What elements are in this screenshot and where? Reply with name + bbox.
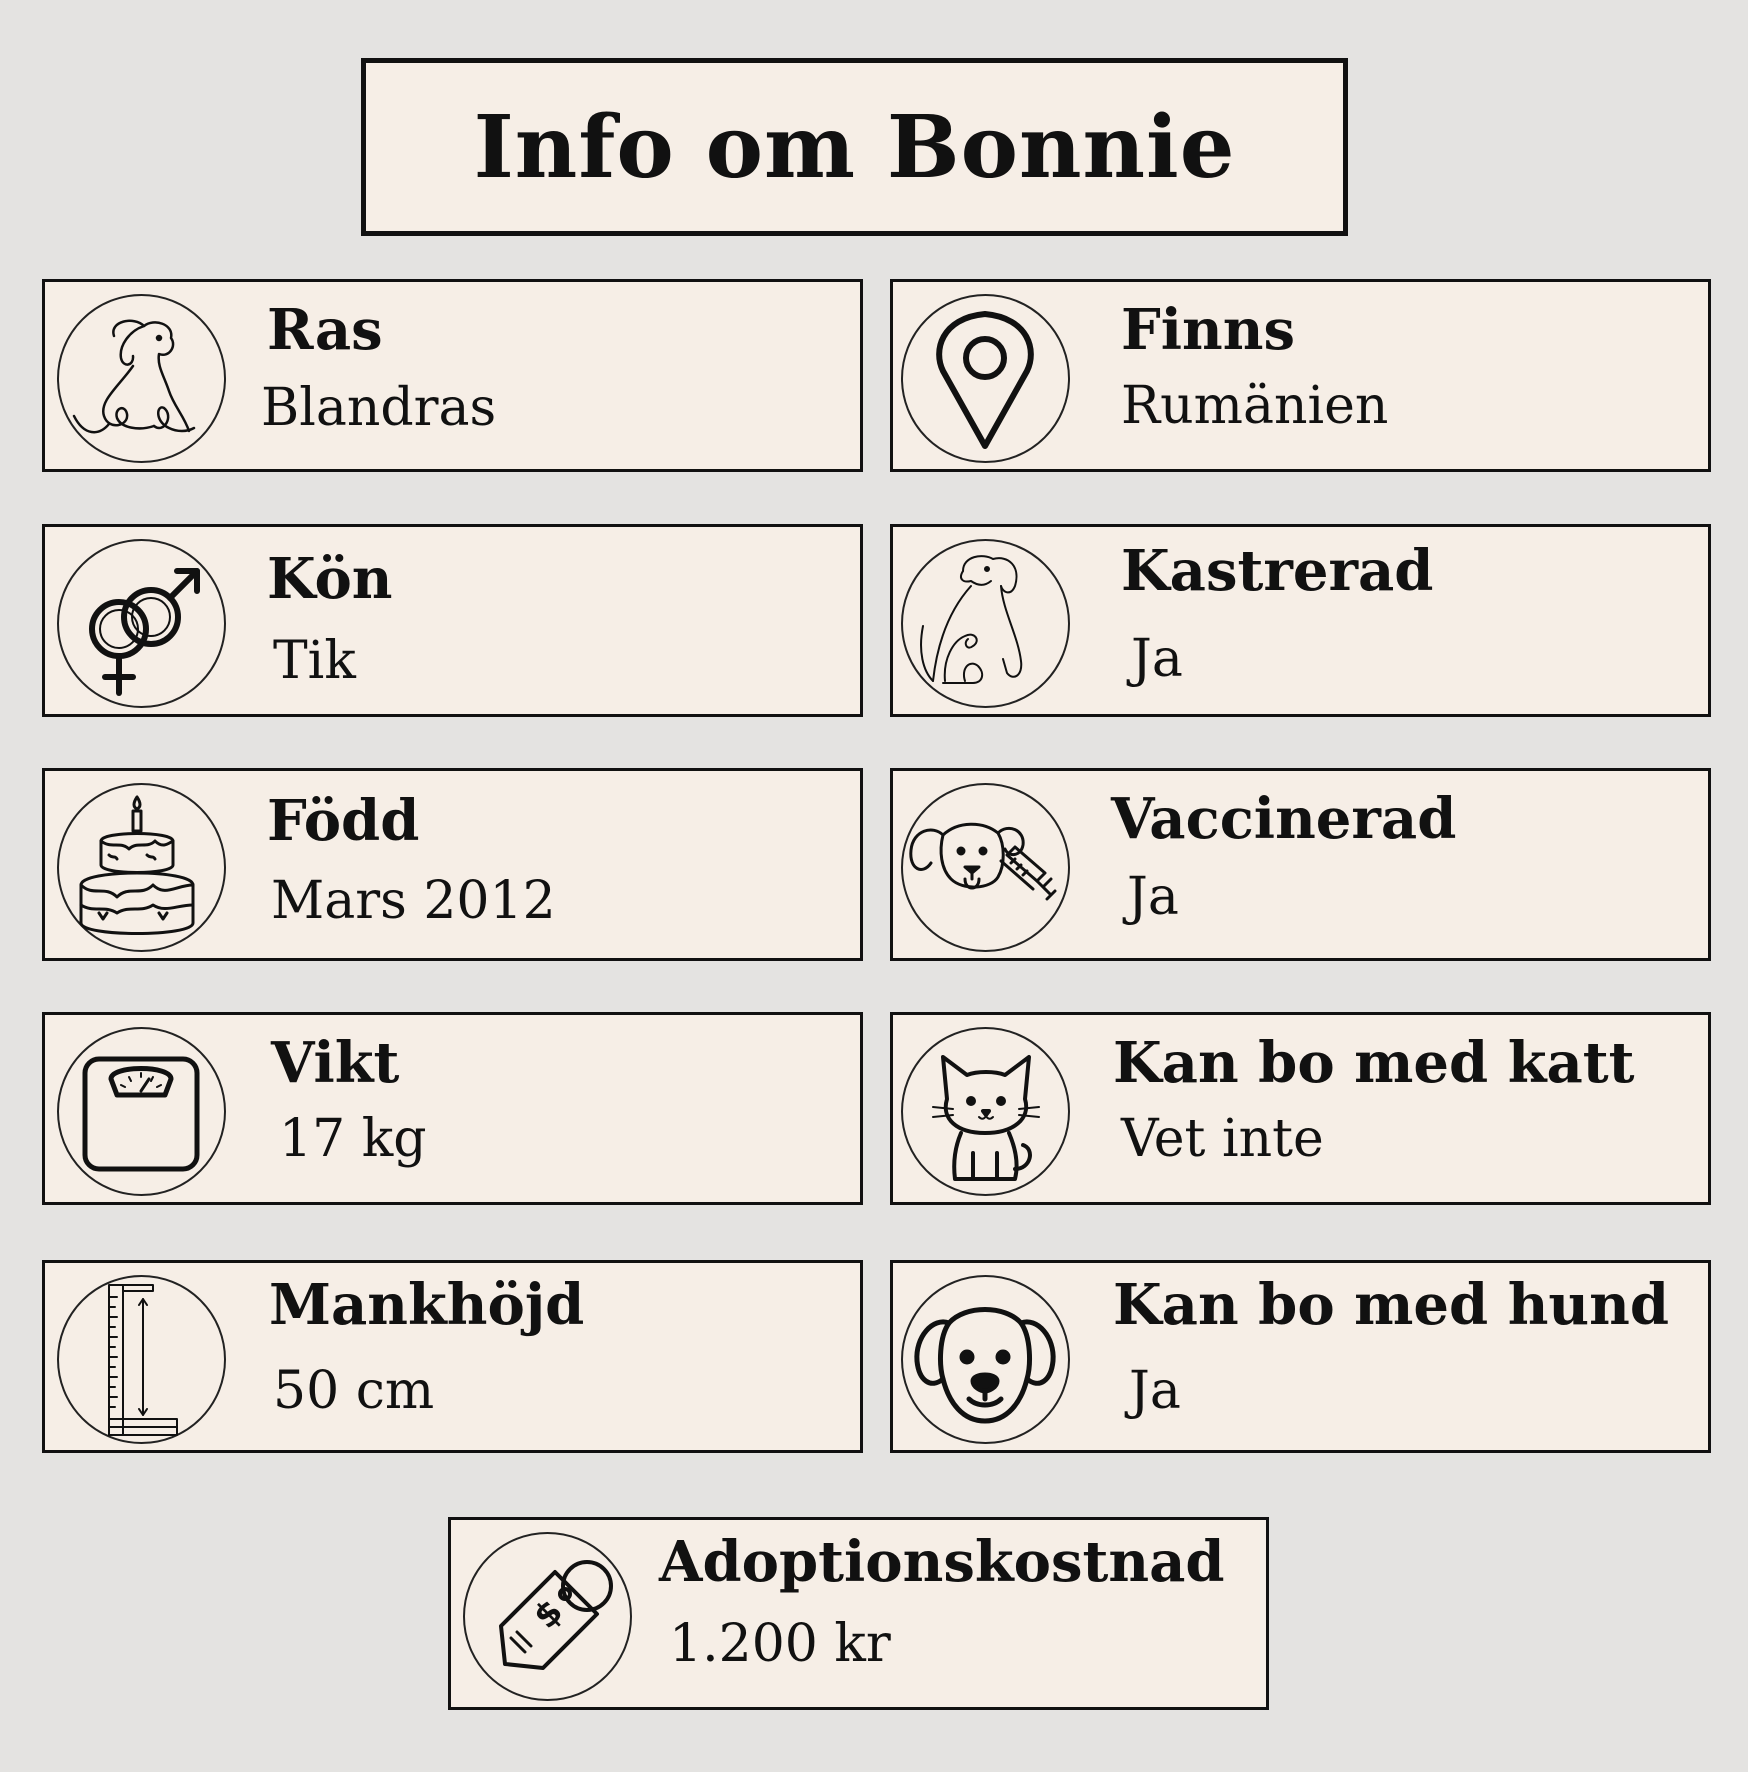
- info-card-hund: [890, 1260, 1711, 1453]
- vaccinerad-value: Ja: [1127, 867, 1179, 927]
- cat-icon: [901, 1027, 1070, 1196]
- fodd-label: Född: [267, 788, 420, 854]
- info-card-kastrerad: [890, 524, 1711, 717]
- dog-syringe-icon: [901, 783, 1070, 952]
- kon-label: Kön: [267, 546, 393, 612]
- info-card-katt: [890, 1012, 1711, 1205]
- kostnad-value: 1.200 kr: [669, 1614, 891, 1674]
- gender-symbols-icon: [57, 539, 226, 708]
- info-card-vikt: [42, 1012, 863, 1205]
- info-card-kon: [42, 524, 863, 717]
- price-tag-icon: [463, 1532, 632, 1701]
- info-card-kostnad: [448, 1517, 1269, 1710]
- info-card-mankhojd: [42, 1260, 863, 1453]
- katt-label: Kan bo med katt: [1113, 1030, 1635, 1096]
- mankhojd-label: Mankhöjd: [269, 1272, 585, 1338]
- finns-label: Finns: [1121, 297, 1295, 363]
- vaccinerad-label: Vaccinerad: [1111, 786, 1457, 852]
- page-title: Info om Bonnie: [473, 96, 1236, 198]
- weight-scale-icon: [57, 1027, 226, 1196]
- info-card-finns: [890, 279, 1711, 472]
- kastrerad-value: Ja: [1131, 629, 1183, 689]
- location-pin-icon: [901, 294, 1070, 463]
- mankhojd-value: 50 cm: [273, 1361, 435, 1421]
- dog-face-icon: [901, 1275, 1070, 1444]
- info-card-fodd: [42, 768, 863, 961]
- sitting-dog-icon: [901, 539, 1070, 708]
- birthday-cake-icon: [57, 783, 226, 952]
- vikt-value: 17 kg: [279, 1109, 427, 1169]
- hund-label: Kan bo med hund: [1113, 1272, 1670, 1338]
- ras-value: Blandras: [261, 378, 497, 438]
- vikt-label: Vikt: [271, 1030, 400, 1096]
- info-card-ras: [42, 279, 863, 472]
- kostnad-label: Adoptionskostnad: [659, 1529, 1225, 1595]
- info-card-vaccinerad: [890, 768, 1711, 961]
- title-box: [361, 58, 1348, 236]
- hund-value: Ja: [1129, 1361, 1181, 1421]
- height-ruler-icon: [57, 1275, 226, 1444]
- fodd-value: Mars 2012: [271, 871, 556, 931]
- kon-value: Tik: [273, 631, 356, 691]
- dog-line-art-icon: [57, 294, 226, 463]
- ras-label: Ras: [267, 297, 383, 363]
- svg-text:$: $: [525, 1591, 571, 1637]
- katt-value: Vet inte: [1121, 1109, 1324, 1169]
- finns-value: Rumänien: [1121, 376, 1389, 436]
- kastrerad-label: Kastrerad: [1121, 538, 1434, 604]
